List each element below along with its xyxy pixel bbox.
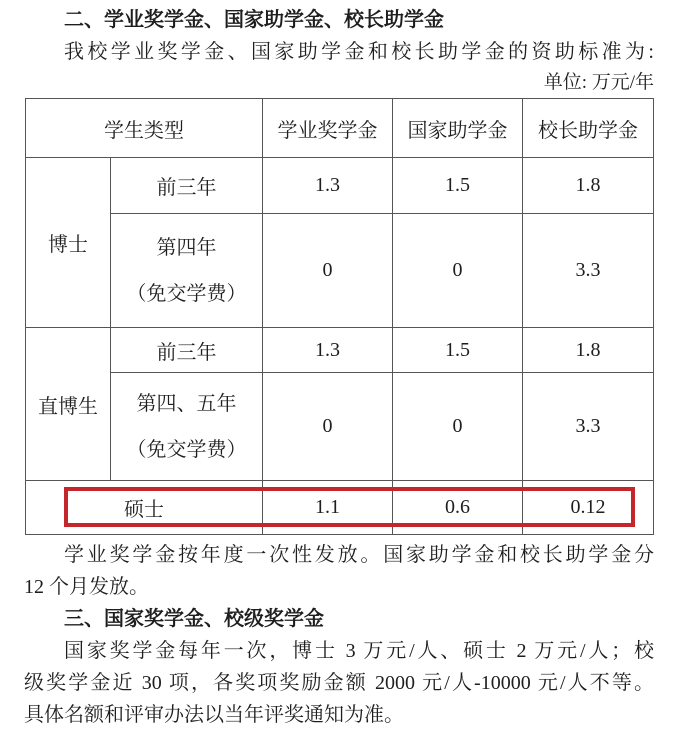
cell-period-year4 — [111, 214, 263, 328]
note-paragraph — [24, 539, 654, 603]
header-cell-national-grant: 国家助学金 — [393, 99, 523, 158]
cell-value-academic: 1.3 — [263, 158, 393, 214]
section3-heading: 三、国家奖学金、校级奖学金 — [64, 608, 324, 630]
table-row-directphd-year45 — [26, 373, 654, 481]
scholarship-table-wrap — [25, 98, 655, 535]
table-row-directphd-first3 — [26, 328, 654, 373]
cell-group-direct-phd: 直博生 — [26, 328, 111, 481]
cell-value-president: 3.3 — [523, 214, 654, 328]
table-row-doctor-first3 — [26, 158, 654, 214]
header-cell-student-type: 学生类型 — [26, 99, 263, 158]
cell-value-president: 3.3 — [523, 373, 654, 481]
cell-period-year45 — [111, 373, 263, 481]
cell-value-academic: 0 — [263, 373, 393, 481]
period-line2: （免交学费） — [126, 282, 247, 305]
section3-line1: 国家奖学金每年一次，博士 3 万元/人、硕士 2 万元/人；校 — [64, 640, 654, 662]
period-line2: （免交学费） — [126, 438, 247, 461]
section2-intro: 我校学业奖学金、国家助学金和校长助学金的资助标准为: — [64, 41, 654, 63]
period-line1: 第四、五年 — [136, 392, 237, 415]
cell-value-academic: 1.3 — [263, 328, 393, 373]
cell-value-national: 0 — [393, 214, 523, 328]
cell-value-academic: 1.1 — [263, 481, 393, 535]
table-row-master-highlighted — [26, 481, 654, 535]
scholarship-rates-table — [25, 98, 654, 535]
header-cell-president-grant: 校长助学金 — [523, 99, 654, 158]
section2-heading: 二、学业奖学金、国家助学金、校长助学金 — [64, 9, 444, 31]
cell-value-academic: 0 — [263, 214, 393, 328]
section3-paragraph — [24, 635, 654, 731]
cell-value-president: 1.8 — [523, 328, 654, 373]
section3-line3: 具体名额和评审办法以当年评奖通知为准。 — [24, 704, 404, 726]
cell-period-first3: 前三年 — [111, 328, 263, 373]
cell-value-president: 0.12 — [523, 481, 654, 535]
cell-value-president: 1.8 — [523, 158, 654, 214]
header-cell-academic-scholarship: 学业奖学金 — [263, 99, 393, 158]
cell-group-doctor: 博士 — [26, 158, 111, 328]
cell-group-master: 硕士 — [26, 481, 263, 535]
section3-line2: 级奖学金近 30 项，各奖项奖励金额 2000 元/人-10000 元/人不等。 — [24, 672, 654, 694]
cell-value-national: 1.5 — [393, 158, 523, 214]
cell-value-national: 0.6 — [393, 481, 523, 535]
cell-value-national: 0 — [393, 373, 523, 481]
unit-label: 单位: 万元/年 — [543, 72, 654, 93]
period-line1: 第四年 — [156, 236, 217, 259]
note-line2: 12 个月发放。 — [24, 576, 149, 598]
table-row-doctor-year4 — [26, 214, 654, 328]
table-header-row — [26, 99, 654, 158]
cell-period-first3: 前三年 — [111, 158, 263, 214]
cell-value-national: 1.5 — [393, 328, 523, 373]
note-line1: 学业奖学金按年度一次性发放。国家助学金和校长助学金分 — [64, 544, 654, 566]
